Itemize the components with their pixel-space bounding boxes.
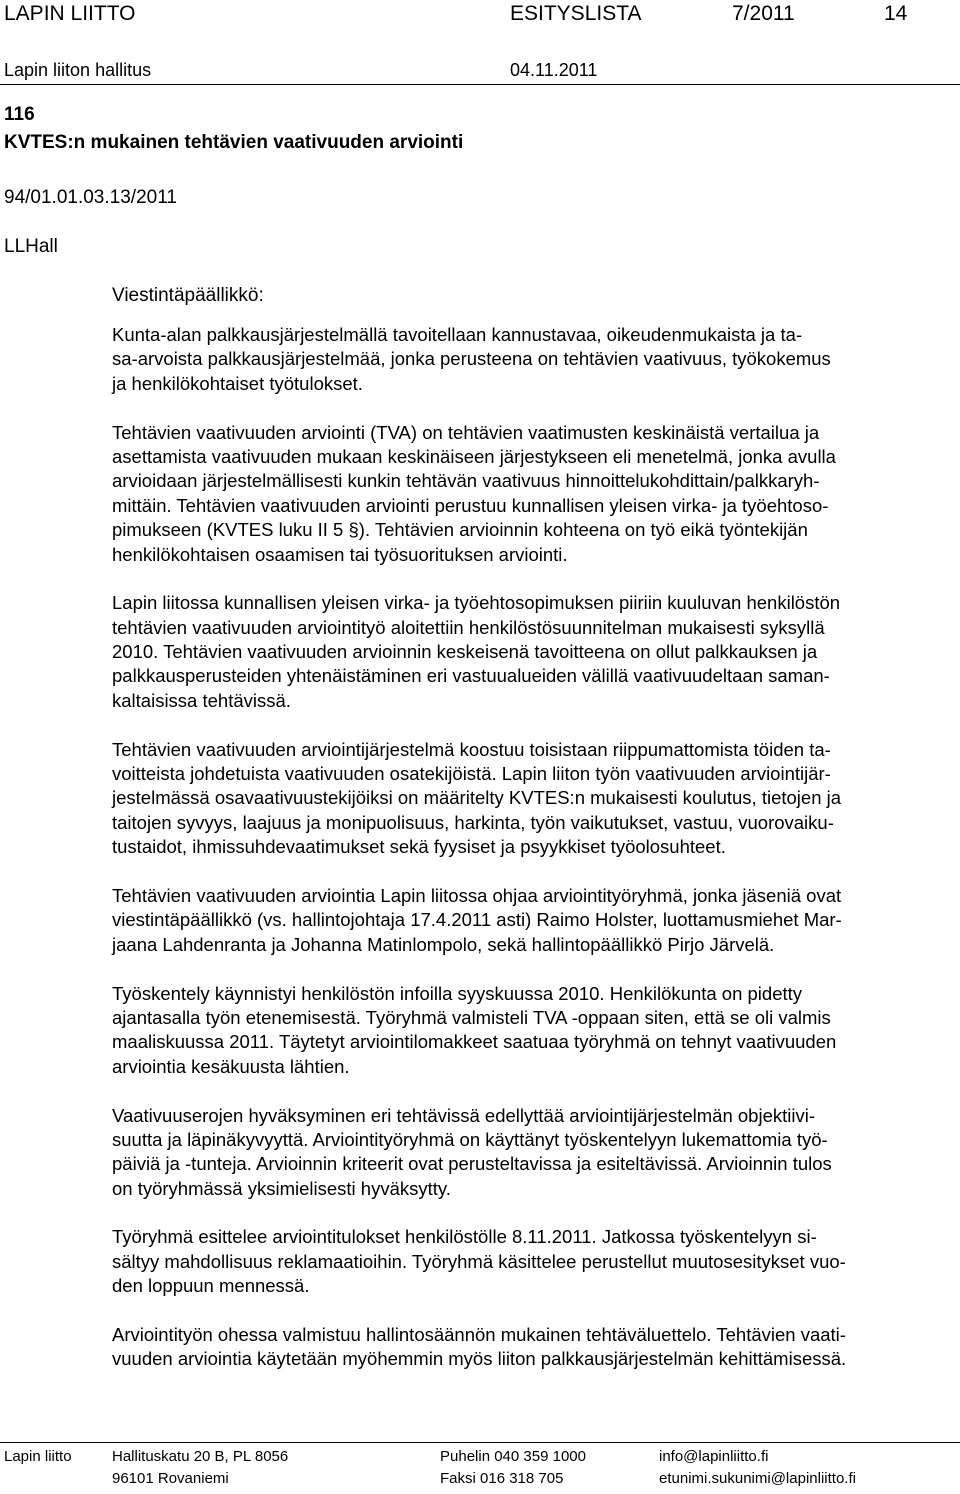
section-recipient: LLHall: [4, 236, 58, 257]
paragraph-line: Vaativuuserojen hyväksyminen eri tehtävissä edellyttää arviointijärjestelmän objektiivi-: [112, 1104, 815, 1126]
paragraph-line: taitojen syvyys, laajuus ja monipuolisuus, harkinta, työn vaikutukset, vastuu, vuorovaiku-: [112, 811, 834, 833]
paragraph-line: Työryhmä esittelee arviointitulokset henkilöstölle 8.11.2011. Jatkossa työskentelyyn si-: [112, 1226, 817, 1248]
body-text: [112, 323, 954, 1396]
header-org: LAPIN LIITTO: [4, 2, 136, 25]
section-presenter: Viestintäpäällikkö:: [112, 285, 264, 306]
paragraph-line: tehtävien vaativuuden arviointityö aloitettiin henkilöstösuunnitelman mukaisesti syksyllä: [112, 616, 825, 638]
paragraph-line: jestelmässä osavaativuustekijöiksi on määritelty KVTES:n mukaisesti koulutus, tietojen ja: [112, 787, 842, 809]
header-doc-type: ESITYSLISTA: [510, 2, 642, 25]
section-number: 116: [4, 104, 35, 125]
paragraph-line: viestintäpäällikkö (vs. hallintojohtaja 17.4.2011 asti) Raimo Holster, luottamusmiehet Mar-: [112, 909, 842, 931]
header-doc-number: 7/2011: [732, 2, 795, 25]
body-paragraph: [112, 1323, 954, 1372]
paragraph-line: asettamista vaativuuden mukaan keskinäiseen järjestykseen eli menetelmä, jonka avulla: [112, 445, 836, 467]
paragraph-line: sältyy mahdollisuus reklamaatioihin. Työryhmä käsittelee perustellut muutosesitykset vuo-: [112, 1250, 846, 1272]
paragraph-line: ja henkilökohtaiset työtulokset.: [112, 372, 363, 394]
footer-fax: Faksi 016 318 705: [440, 1470, 564, 1487]
paragraph-line: Työskentely käynnistyi henkilöstön infoilla syyskuussa 2010. Henkilökunta on pidetty: [112, 982, 803, 1004]
paragraph-line: Kunta-alan palkkausjärjestelmällä tavoitellaan kannustavaa, oikeudenmukaista ja ta-: [112, 324, 803, 345]
footer-phone: Puhelin 040 359 1000: [440, 1448, 586, 1465]
footer-email-pattern[interactable]: etunimi.sukunimi@lapinliitto.fi: [659, 1470, 856, 1487]
body-paragraph: [112, 1104, 954, 1202]
footer-email-info[interactable]: info@lapinliitto.fi: [659, 1448, 769, 1465]
footer-postal: 96101 Rovaniemi: [112, 1470, 229, 1487]
paragraph-line: voitteista johdetuista vaativuuden osatekijöistä. Lapin liiton työn vaativuuden arviointijär-: [112, 763, 831, 785]
section-title: KVTES:n mukainen tehtävien vaativuuden arviointi: [4, 132, 464, 153]
paragraph-line: kaltaisissa tehtävissä.: [112, 689, 291, 711]
paragraph-line: henkilökohtaisen osaamisen tai työsuorituksen arviointi.: [112, 543, 568, 565]
footer-address: Hallituskatu 20 B, PL 8056: [112, 1448, 289, 1465]
body-paragraph: [112, 591, 954, 713]
header-body: Lapin liiton hallitus: [4, 60, 152, 80]
body-paragraph: [112, 1225, 954, 1298]
paragraph-line: tustaidot, ihmissuhdevaatimukset sekä fyysiset ja psyykkiset työolosuhteet.: [112, 836, 726, 858]
paragraph-line: Arviointityön ohessa valmistuu hallintosäännön mukainen tehtäväluettelo. Tehtävien vaati-: [112, 1324, 846, 1346]
paragraph-line: ajantasalla työn etenemisestä. Työryhmä valmisteli TVA -oppaan siten, että se oli valmis: [112, 1006, 831, 1028]
header-divider: [0, 84, 960, 85]
paragraph-line: on työryhmässä yksimielisesti hyväksytty.: [112, 1177, 451, 1199]
paragraph-line: pimukseen (KVTES luku II 5 §). Tehtävien arvioinnin kohteena on työ eikä työntekijän: [112, 519, 808, 541]
section-reference: 94/01.01.03.13/2011: [4, 187, 177, 208]
header-page-number: 14: [884, 2, 908, 25]
body-paragraph: [112, 421, 954, 567]
paragraph-line: Lapin liitossa kunnallisen yleisen virka- ja työehtosopimuksen piiriin kuuluvan henkilöstön: [112, 592, 841, 614]
paragraph-line: 2010. Tehtävien vaativuuden arvioinnin keskeisenä tavoitteena on ollut palkkauksen ja: [112, 641, 818, 663]
body-paragraph: [112, 738, 954, 860]
header-date: 04.11.2011: [510, 60, 598, 80]
footer-divider: [0, 1442, 960, 1443]
paragraph-line: Tehtävien vaativuuden arviointia Lapin liitossa ohjaa arviointityöryhmä, jonka jäseniä ovat: [112, 884, 842, 906]
paragraph-line: arviointia kesäkuusta lähtien.: [112, 1055, 350, 1077]
paragraph-line: vuuden arviointia käytetään myöhemmin myös liiton palkkausjärjestelmän kehittämisessä.: [112, 1348, 847, 1370]
paragraph-line: suutta ja läpinäkyvyyttä. Arviointityöryhmä on käyttänyt työskentelyyn lukemattomia työ-: [112, 1128, 828, 1150]
paragraph-line: mittäin. Tehtävien vaativuuden arviointi perustuu kunnallisen yleisen virka- ja työehtoso-: [112, 494, 829, 516]
footer-org: Lapin liitto: [4, 1448, 72, 1465]
paragraph-line: sa-arvoista palkkausjärjestelmää, jonka perusteena on tehtävien vaativuus, työkokemus: [112, 348, 831, 370]
paragraph-line: palkkausperusteiden yhtenäistäminen eri vastuualueiden välillä vaativuudeltaan saman-: [112, 665, 830, 687]
paragraph-line: Tehtävien vaativuuden arviointi (TVA) on tehtävien vaatimusten keskinäistä vertailua ja: [112, 421, 820, 443]
body-paragraph: [112, 884, 954, 957]
paragraph-line: jaana Lahdenranta ja Johanna Matinlompolo, sekä hallintopäällikkö Pirjo Järvelä.: [112, 933, 775, 955]
body-paragraph: [112, 323, 954, 396]
paragraph-line: päiviä ja -tunteja. Arvioinnin kriteerit ovat perusteltavissa ja esiteltävissä. Arvioinnin tulos: [112, 1153, 832, 1175]
paragraph-line: Tehtävien vaativuuden arviointijärjestelmä koostuu toisistaan riippumattomista töiden ta-: [112, 738, 831, 760]
paragraph-line: maaliskuussa 2011. Täytetyt arviointilomakkeet saatuaa työryhmä on tehnyt vaativuuden: [112, 1031, 837, 1053]
paragraph-line: arvioidaan järjestelmällisesti kunkin tehtävän vaativuus hinnoittelukohdittain/palkkaryh-: [112, 470, 820, 492]
body-paragraph: [112, 982, 954, 1080]
paragraph-line: den loppuun mennessä.: [112, 1275, 310, 1297]
